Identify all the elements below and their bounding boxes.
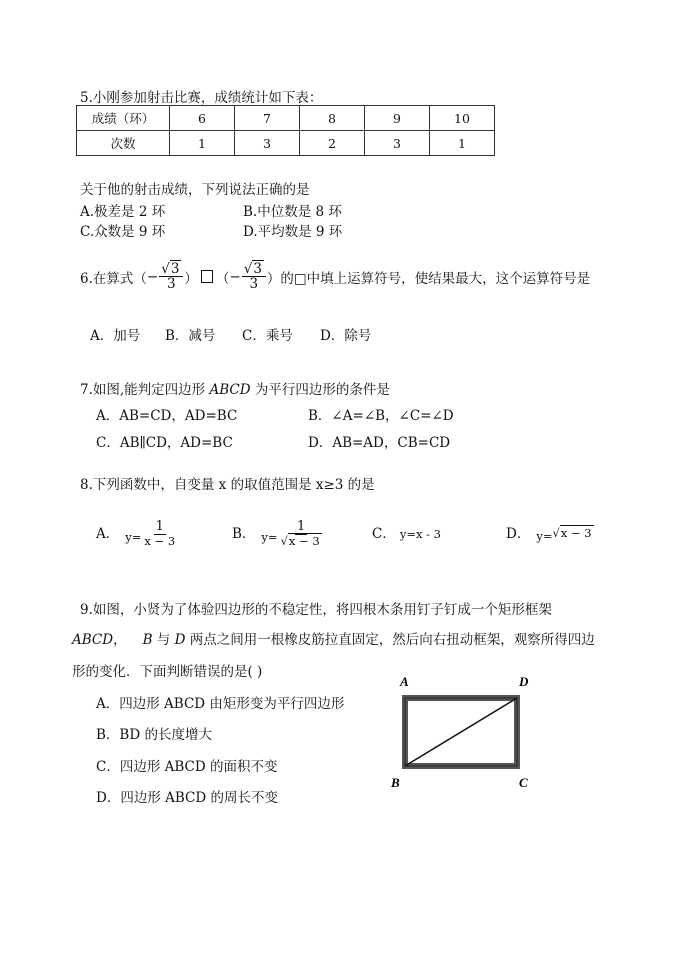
q5-option-a: A.极差是 2 环 xyxy=(80,204,166,220)
q6-option-d: D．除号 xyxy=(320,328,372,344)
q6-option-a: A．加号 xyxy=(90,328,141,344)
score-table xyxy=(76,105,495,156)
table-cell: 次数 xyxy=(77,131,170,156)
q9-option-c: C．四边形 ABCD 的面积不变 xyxy=(96,759,278,775)
label-a: A xyxy=(400,674,409,689)
q8-stem: 8.下列函数中，自变量 x 的取值范围是 x≥3 的是 xyxy=(80,477,375,493)
label-d: D xyxy=(519,674,529,689)
q7-option-a: A．AB=CD，AD=BC xyxy=(96,408,238,424)
q6-stem: 6.在算式（ − $\frac{√3}{3}$ ） （ − $\frac{√3}{3}$ ）的□中填上运算符号，使结果最大，这个运算符号是 xyxy=(80,261,591,293)
q6-fraction-2: $\frac{√3}{3}$ xyxy=(242,262,266,291)
q8-option-a: A． y= $\frac{1}{x - 3}$ xyxy=(96,519,176,548)
table-header-cell: 成绩（环） xyxy=(77,106,170,131)
table-header-cell: 8 xyxy=(300,106,365,131)
q5-stem: 5.小刚参加射击比赛，成绩统计如下表： xyxy=(80,90,323,106)
q6-neg-sign: − xyxy=(146,268,159,285)
q6-fraction-1: $\frac{√3}{3}$ xyxy=(159,262,183,291)
table-header-cell: 7 xyxy=(235,106,300,131)
label-b: B xyxy=(391,775,400,790)
sqrt-icon: √3 xyxy=(161,261,180,277)
table-row xyxy=(77,131,495,156)
q7-stem: 7.如图,能判定四边形 ABCD 为平行四边形的条件是 xyxy=(80,382,390,398)
table-header-cell: 10 xyxy=(430,106,495,131)
table-cell: 3 xyxy=(235,131,300,156)
q8-option-d: D． y= √x − 3 xyxy=(506,526,592,543)
q5-option-b: B.中位数是 8 环 xyxy=(243,204,342,220)
table-cell: 2 xyxy=(300,131,365,156)
sqrt-icon: √3 xyxy=(243,261,262,277)
q6-option-b: B．减号 xyxy=(165,328,216,344)
q7-option-c: C．AB∥CD，AD=BC xyxy=(96,435,233,451)
q6-prefix: 6.在算式（ xyxy=(80,270,147,287)
q8-option-b: B． y= $\frac{1}{√x - 3}$ xyxy=(232,520,325,547)
q8-fraction-a: $\frac{1}{x - 3}$ xyxy=(144,519,176,548)
table-cell: 1 xyxy=(170,131,235,156)
q8-fraction-b: $\frac{1}{√x - 3}$ xyxy=(280,519,320,548)
table-cell: 1 xyxy=(430,131,495,156)
table-cell: 3 xyxy=(365,131,430,156)
q7-option-d: D．AB=AD，CB=CD xyxy=(308,435,451,451)
sqrt-icon: √x − 3 xyxy=(552,526,592,540)
table-header-cell: 6 xyxy=(170,106,235,131)
q8-option-c: C． y=x - 3 xyxy=(372,526,441,542)
q5-prompt: 关于他的射击成绩，下列说法正确的是 xyxy=(80,182,310,198)
q9-line-1: 9.如图，小贤为了体验四边形的不稳定性，将四根木条用钉子钉成一个矩形框架 xyxy=(80,602,552,618)
q9-option-a: A．四边形 ABCD 由矩形变为平行四边形 xyxy=(96,696,345,712)
q9-option-d: D．四边形 ABCD 的周长不变 xyxy=(96,790,278,806)
diagonal-bd xyxy=(405,698,517,766)
q6-option-c: C．乘号 xyxy=(242,328,293,344)
rectangle-frame-figure xyxy=(388,670,538,795)
label-c: C xyxy=(519,775,528,790)
sqrt-icon: √x − 3 xyxy=(280,533,320,548)
q6-neg-sign-2: − xyxy=(229,268,241,285)
q5-option-c: C.众数是 9 环 xyxy=(80,224,166,240)
table-header-cell: 9 xyxy=(365,106,430,131)
q9-line-3: 形的变化．下面判断错误的是( ) xyxy=(72,664,263,680)
q6-suffix: ）的□中填上运算符号，使结果最大，这个运算符号是 xyxy=(266,270,591,287)
blank-box-icon xyxy=(201,270,213,283)
q5-option-d: D.平均数是 9 环 xyxy=(243,224,343,240)
q9-line-2: ABCD， B 与 D 两点之间用一根橡皮筋拉直固定，然后向右扭动框架，观察所得四边 xyxy=(72,632,595,648)
table-row xyxy=(77,106,495,131)
q7-option-b: B．∠A=∠B，∠C=∠D xyxy=(308,408,454,424)
q9-option-b: B．BD 的长度增大 xyxy=(96,727,212,743)
